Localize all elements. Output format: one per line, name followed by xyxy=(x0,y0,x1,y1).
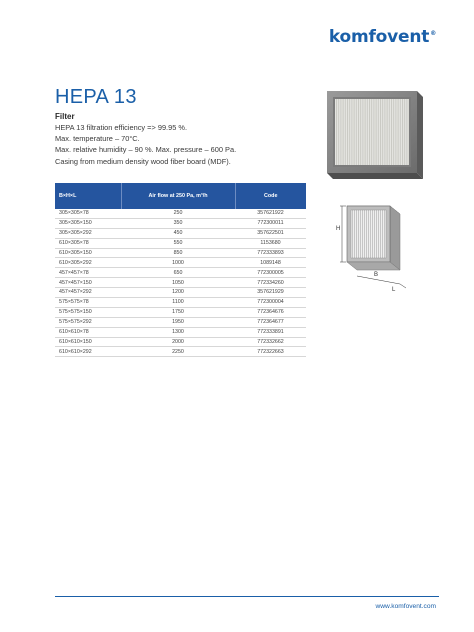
dimension-label-b: B xyxy=(374,272,379,278)
cell-dimensions: 610×610×292 xyxy=(55,347,121,357)
header-airflow: Air flow at 250 Pa, m³/h xyxy=(121,183,235,209)
table-header-row xyxy=(55,183,306,209)
cell-code: 1153680 xyxy=(235,238,306,248)
cell-code: 1089148 xyxy=(235,258,306,268)
table-row xyxy=(55,278,306,288)
cell-dimensions: 610×610×150 xyxy=(55,337,121,347)
cell-code: 357622501 xyxy=(235,228,306,238)
table-row xyxy=(55,268,306,278)
cell-code: 772332662 xyxy=(235,337,306,347)
table-row xyxy=(55,238,306,248)
cell-dimensions: 610×610×78 xyxy=(55,327,121,337)
hepa-filter-photo xyxy=(325,85,425,185)
cell-code: 772334260 xyxy=(235,278,306,288)
dimension-label-l: L xyxy=(392,287,396,293)
cell-code: 772300005 xyxy=(235,268,306,278)
description-line: Casing from medium density wood fiber board (MDF). xyxy=(55,156,231,166)
footer-divider xyxy=(55,596,439,597)
cell-dimensions: 457×457×292 xyxy=(55,288,121,298)
cell-airflow: 550 xyxy=(121,238,235,248)
product-title: HEPA 13 xyxy=(55,86,137,108)
table-row xyxy=(55,307,306,317)
cell-dimensions: 610×305×150 xyxy=(55,248,121,258)
header-code: Code xyxy=(235,183,306,209)
cell-code: 772333893 xyxy=(235,248,306,258)
table-row xyxy=(55,209,306,218)
cell-airflow: 850 xyxy=(121,248,235,258)
cell-airflow: 2250 xyxy=(121,347,235,357)
cell-dimensions: 457×457×150 xyxy=(55,278,121,288)
table-row xyxy=(55,228,306,238)
cell-code: 772322663 xyxy=(235,347,306,357)
dimension-drawing xyxy=(334,198,414,298)
description-line: Max. relative humidity – 90 %. Max. pressure – 600 Pa. xyxy=(55,145,237,155)
description-line: HEPA 13 filtration efficiency => 99.95 %. xyxy=(55,123,188,132)
cell-dimensions: 305×305×78 xyxy=(55,209,121,218)
cell-airflow: 1750 xyxy=(121,307,235,317)
cell-dimensions: 575×575×150 xyxy=(55,307,121,317)
cell-airflow: 250 xyxy=(121,209,235,218)
table-row xyxy=(55,347,306,357)
header-dimensions: B×H×L xyxy=(55,183,121,209)
cell-airflow: 2000 xyxy=(121,337,235,347)
cell-airflow: 350 xyxy=(121,218,235,228)
table-row xyxy=(55,337,306,347)
cell-dimensions: 575×575×292 xyxy=(55,317,121,327)
table-row xyxy=(55,298,306,308)
table-row xyxy=(55,218,306,228)
section-label-filter: Filter xyxy=(55,112,75,121)
specification-table xyxy=(55,183,306,357)
cell-airflow: 1050 xyxy=(121,278,235,288)
cell-code: 772364676 xyxy=(235,307,306,317)
cell-dimensions: 305×305×292 xyxy=(55,228,121,238)
cell-dimensions: 575×575×78 xyxy=(55,298,121,308)
cell-code: 357621929 xyxy=(235,288,306,298)
cell-airflow: 1300 xyxy=(121,327,235,337)
cell-code: 772300011 xyxy=(235,218,306,228)
cell-airflow: 650 xyxy=(121,268,235,278)
cell-code: 772300004 xyxy=(235,298,306,308)
cell-dimensions: 457×457×78 xyxy=(55,268,121,278)
table-row xyxy=(55,288,306,298)
cell-code: 357621922 xyxy=(235,209,306,218)
table-row xyxy=(55,248,306,258)
cell-dimensions: 305×305×150 xyxy=(55,218,121,228)
cell-dimensions: 610×305×292 xyxy=(55,258,121,268)
table-row xyxy=(55,258,306,268)
description-line: Max. temperature – 70°C. xyxy=(55,134,140,144)
table-row xyxy=(55,317,306,327)
footer-website-link[interactable]: www.komfovent.com xyxy=(375,603,436,610)
product-description xyxy=(55,122,236,167)
table-row xyxy=(55,327,306,337)
dimension-label-h: H xyxy=(336,226,341,232)
cell-code: 772364677 xyxy=(235,317,306,327)
cell-airflow: 1950 xyxy=(121,317,235,327)
cell-code: 772333891 xyxy=(235,327,306,337)
cell-dimensions: 610×305×78 xyxy=(55,238,121,248)
cell-airflow: 1100 xyxy=(121,298,235,308)
cell-airflow: 1000 xyxy=(121,258,235,268)
komfovent-logo: komfovent® xyxy=(328,27,436,47)
cell-airflow: 1200 xyxy=(121,288,235,298)
cell-airflow: 450 xyxy=(121,228,235,238)
